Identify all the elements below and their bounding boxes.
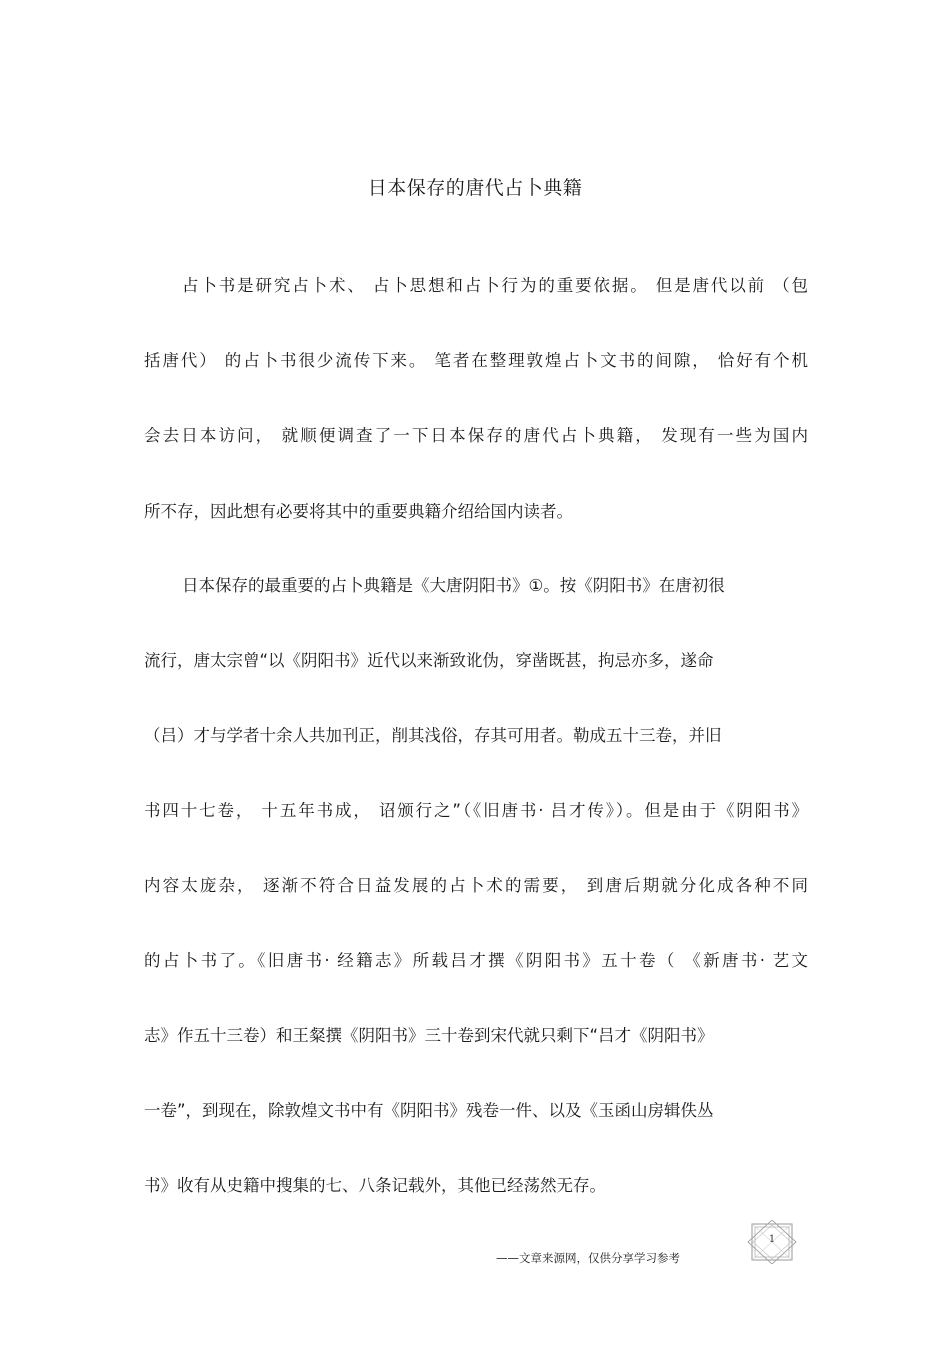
body-line-3: 会去日本访问， 就顺便调查了一下日本保存的唐代占卜典籍， 发现有一些为国内 (144, 426, 808, 445)
page-number-badge (746, 1220, 798, 1264)
page-number: 1 (768, 1234, 776, 1245)
body-line-8: 书四十七卷， 十五年书成， 诏颁行之”（《旧唐书· 吕才传》）。但是由于《阴阳书》 (144, 801, 808, 820)
body-line-4: 所不存，因此想有必要将其中的重要典籍介绍给国内读者。 (144, 502, 573, 521)
body-line-7: （吕）才与学者十余人共加刊正，削其浅俗，存其可用者。勒成五十三卷，并旧 (144, 726, 722, 745)
body-line-9: 内容太庞杂， 逐渐不符合日益发展的占卜术的需要， 到唐后期就分化成各种不同 (144, 876, 808, 895)
body-line-11: 志》作五十三卷）和王粲撰《阴阳书》三十卷到宋代就只剩下“吕才《阴阳书》 (144, 1026, 714, 1045)
body-line-2: 括唐代） 的占卜书很少流传下来。 笔者在整理敦煌占卜文书的间隙， 恰好有个机 (144, 351, 808, 370)
body-line-5: 日本保存的最重要的占卜典籍是《大唐阴阳书》①。按《阴阳书》在唐初很 (182, 576, 725, 595)
body-line-10: 的占卜书了。《旧唐书· 经籍志》所载吕才撰《阴阳书》五十卷（ 《新唐书· 艺文 (144, 951, 808, 970)
body-line-13: 书》收有从史籍中搜集的七、八条记载外，其他已经荡然无存。 (144, 1176, 606, 1195)
body-line-6: 流行，唐太宗曾“以《阴阳书》近代以来渐致讹伪，穿凿既甚，拘忌亦多，遂命 (144, 651, 714, 670)
body-line-12: 一卷”，到现在，除敦煌文书中有《阴阳书》残卷一件、以及《玉函山房辑佚丛 (144, 1101, 714, 1120)
body-line-1: 占卜书是研究占卜术、 占卜思想和占卜行为的重要依据。 但是唐代以前 （包 (182, 276, 808, 295)
document-title: 日本保存的唐代占卜典籍 (367, 177, 583, 199)
source-note: ——文章来源网，仅供分享学习参考 (496, 1251, 680, 1265)
